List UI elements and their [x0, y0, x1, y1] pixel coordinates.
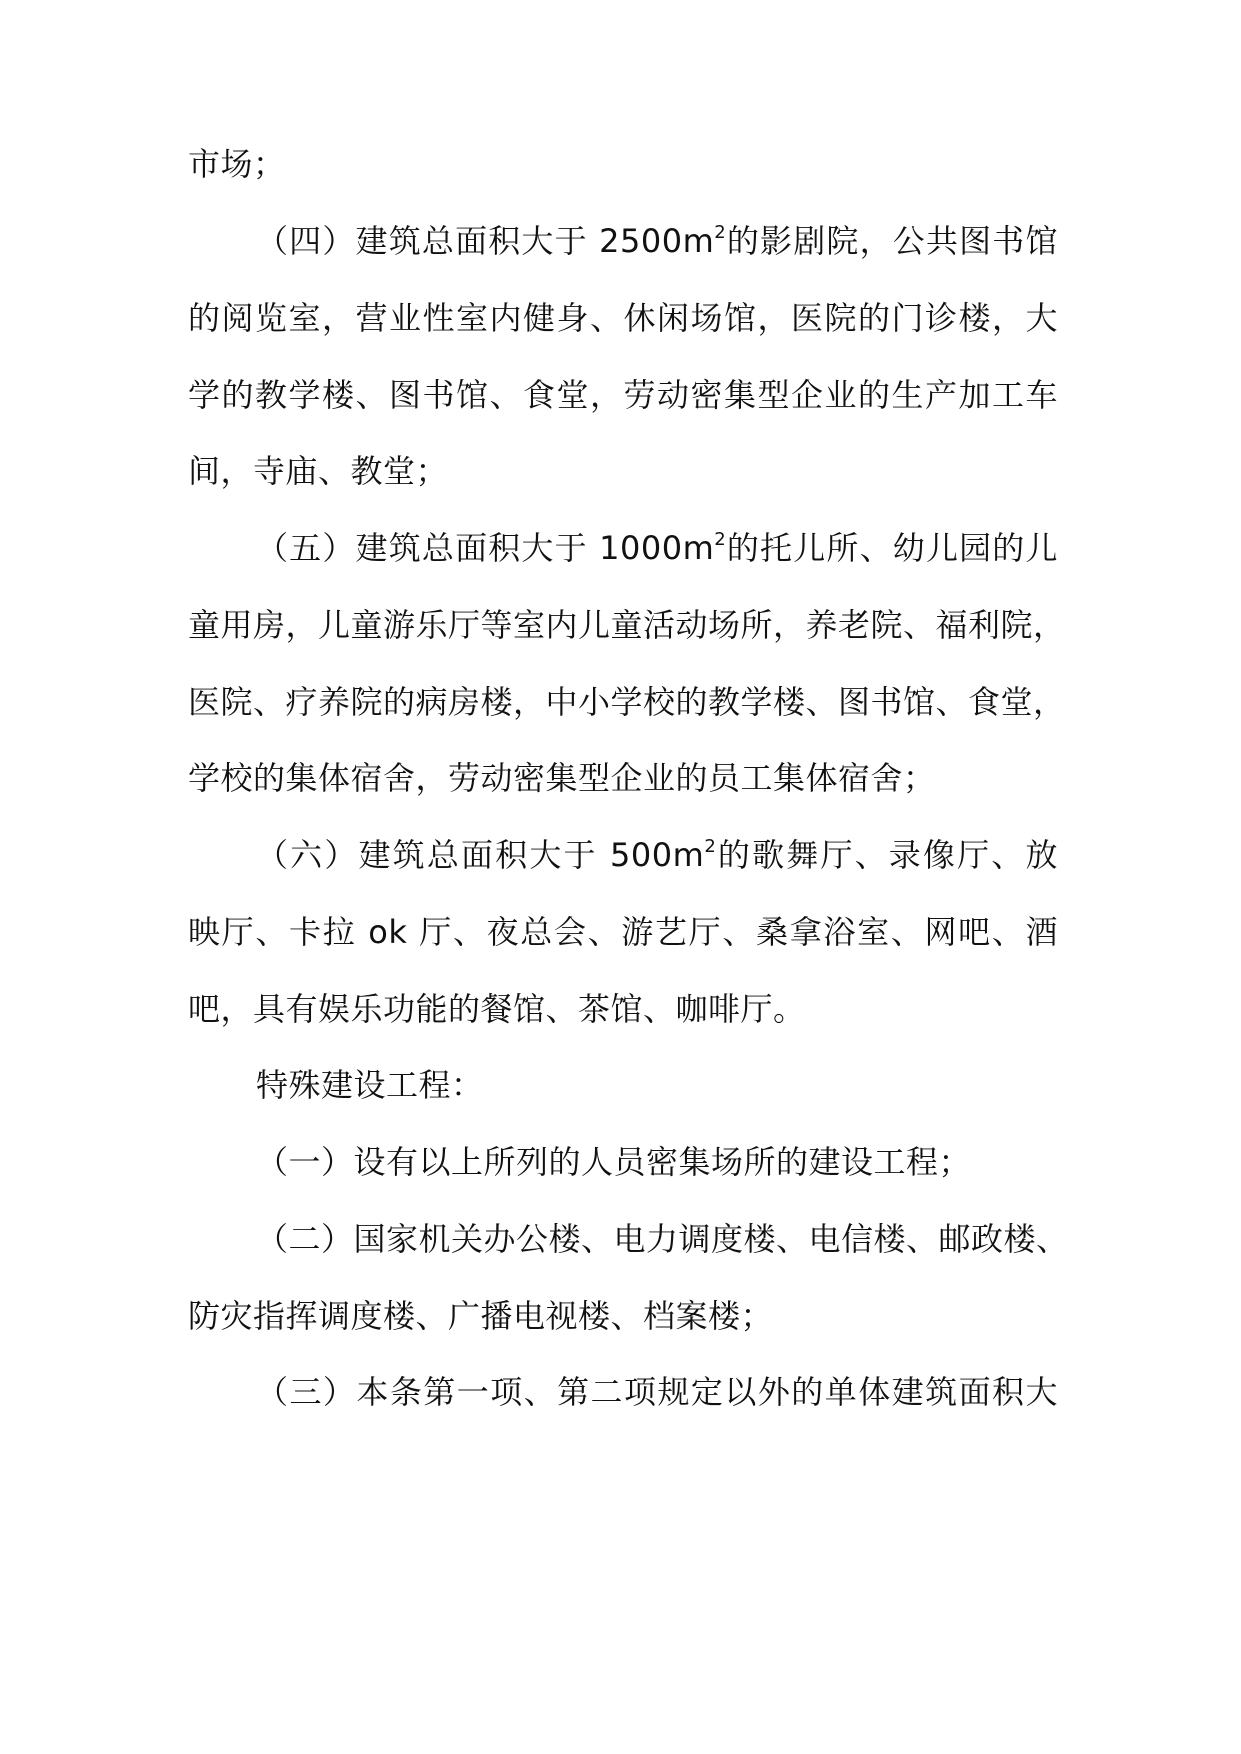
text-span: 童用房，儿童游乐厅等室内儿童活动场所，养老院、福利院， [188, 606, 1066, 644]
text-span: （五）建筑总面积大于 1000m [256, 529, 715, 567]
text-line [188, 987, 1058, 1031]
text-span: 学校的集体宿舍，劳动密集型企业的员工集体宿舍； [188, 759, 936, 797]
text-span: 市场； [188, 145, 286, 183]
text-span: （三）本条第一项、第二项规定以外的单体建筑面积大 [256, 1373, 1058, 1411]
text-line [188, 449, 1058, 493]
text-line [188, 1294, 1058, 1338]
superscript: 2 [704, 836, 717, 858]
text-span: 吧，具有娱乐功能的餐馆、茶馆、咖啡厅。 [188, 990, 806, 1028]
text-line [188, 756, 1058, 800]
text-line [256, 1370, 1058, 1414]
text-line [188, 142, 1058, 186]
text-span: （一）设有以上所列的人员密集场所的建设工程； [256, 1143, 972, 1181]
text-span: 防灾指挥调度楼、广播电视楼、档案楼； [188, 1297, 774, 1335]
text-span: （二）国家机关办公楼、电力调度楼、电信楼、邮政楼、 [256, 1220, 1069, 1258]
superscript: 2 [714, 529, 727, 551]
text-span: 的歌舞厅、录像厅、放 [716, 836, 1058, 874]
text-span: 间，寺庙、教堂； [188, 452, 449, 490]
text-line [256, 833, 1058, 877]
text-line [188, 603, 1066, 647]
text-line [256, 1217, 1069, 1261]
text-line [188, 373, 1058, 417]
text-line [188, 910, 1058, 954]
text-span: （六）建筑总面积大于 500m [256, 836, 705, 874]
text-line [256, 1140, 1058, 1184]
text-span: 映厅、卡拉 ok 厅、夜总会、游艺厅、桑拿浴室、网吧、酒 [188, 913, 1058, 951]
text-span: 特殊建设工程： [256, 1066, 484, 1104]
superscript: 2 [714, 222, 727, 244]
text-line [256, 219, 1058, 263]
text-span: 学的教学楼、图书馆、食堂，劳动密集型企业的生产加工车 [188, 376, 1058, 414]
text-span: （四）建筑总面积大于 2500m [256, 222, 715, 260]
text-span: 的阅览室，营业性室内健身、休闲场馆，医院的门诊楼，大 [188, 299, 1058, 337]
text-line [256, 526, 1058, 570]
text-line [188, 680, 1066, 724]
text-line [256, 1063, 1058, 1107]
text-span: 的影剧院，公共图书馆 [726, 222, 1058, 260]
text-span: 的托儿所、幼儿园的儿 [726, 529, 1058, 567]
text-line [188, 296, 1058, 340]
text-span: 医院、疗养院的病房楼，中小学校的教学楼、图书馆、食堂， [188, 683, 1066, 721]
